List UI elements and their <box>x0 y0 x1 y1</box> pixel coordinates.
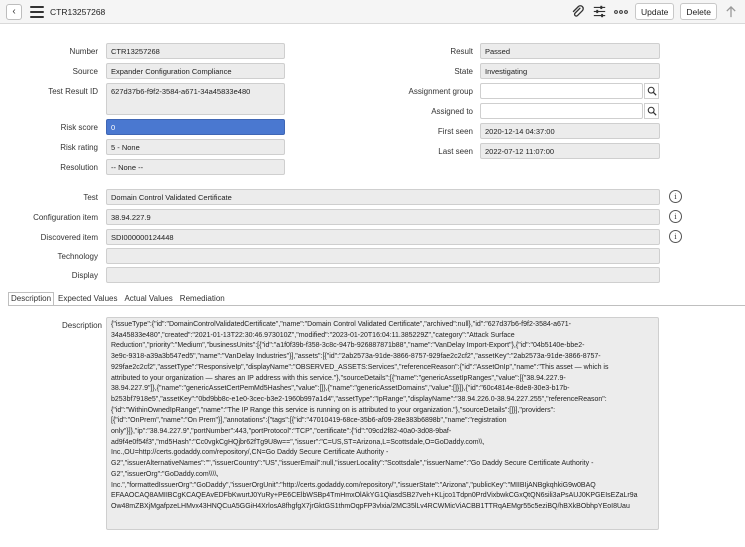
discovered-item-label: Discovered item <box>40 233 98 242</box>
tab-description[interactable]: Description <box>8 292 54 306</box>
search-icon <box>647 86 657 96</box>
settings-sliders-icon[interactable] <box>591 4 607 20</box>
description-line: [{"id":"OnPrem","name":"On Prem"}],"annotations":{"tags":[{"id":"47010419-68ce-35b6-af09-28e383b6898b","name":"registration <box>111 417 507 425</box>
description-line: 38.94.227.9"]},{"name":"genericAssetCertPemMd5Hashes","value":[]},{"name":"genericAssetDomains","value":[]}]},{"id":"60c4814e-8de8-30e3-b17b- <box>111 385 570 393</box>
tab-actual-values[interactable]: Actual Values <box>124 294 173 303</box>
description-line: 34a45833e480","created":"2021-01-13T22:30:46.973010Z","modified":"2023-01-20T16:04:11.385229Z","category":"Attack Surface <box>111 331 515 339</box>
description-line: attributed to your organization — shares an IP address with this service."},"sourceDetails":[{"name":"genericAssetIpRanges","value":[{"38.94.227.9- <box>111 374 566 382</box>
technology-field[interactable] <box>106 248 660 264</box>
info-icon[interactable]: i <box>669 210 682 223</box>
assignment-group-lookup-button[interactable] <box>644 83 659 99</box>
delete-button[interactable]: Delete <box>680 3 717 20</box>
description-field[interactable] <box>106 317 659 530</box>
state-label: State <box>454 67 473 76</box>
result-label: Result <box>450 47 473 56</box>
paperclip-icon[interactable] <box>569 4 585 20</box>
number-label: Number <box>69 47 98 56</box>
description-line: Inc.,OU=http://certs.godaddy.com/repository/,CN=Go Daddy Secure Certificate Authority - <box>111 449 389 457</box>
page-title: CTR13257268 <box>50 6 106 17</box>
description-line: 3e9c-9318-a39a3b547ed5","name":"VanDelay Industries"}],"assets":[{"id":"2ab2573a-91de-3866-8757-929fae2c2cf2","assetKey":"2ab2573a-91de-3866-8757- <box>111 353 601 361</box>
display-label: Display <box>71 271 98 280</box>
risk-score-label: Risk score <box>60 123 98 132</box>
discovered-item-field[interactable]: SDI000000124448 <box>106 229 660 245</box>
source-label: Source <box>72 67 98 76</box>
risk-rating-field[interactable]: 5 - None <box>106 139 285 155</box>
assignment-group-input[interactable] <box>480 83 643 99</box>
assigned-to-label: Assigned to <box>431 107 473 116</box>
description-line: {"issueType":{"id":"DomainControlValidatedCertificate","name":"Domain Control Validated Certificate","archived":null},"id":"627d37b6-f9f2-3584-a671- <box>111 321 571 328</box>
menu-icon[interactable] <box>30 6 44 18</box>
arrow-up-icon[interactable] <box>723 4 739 20</box>
source-field[interactable]: Expander Configuration Compliance <box>106 63 285 79</box>
description-line: 929fae2c2cf2","assetType":"ResponsiveIp","displayName":"OBSERVED_ASSETS:Services","referenceReason":{"id":"AssetOnIp","name":"This asset — which is <box>111 363 609 371</box>
description-line: b253bf7918e5","assetKey":"0bd9bb8c-e1e0-3cec-b3e2-1960b997a1d4","assetType":"IpRange","displayName":"38.94.226.0-38.94.227.255","referenceReason": <box>111 395 607 403</box>
result-field[interactable]: Passed <box>480 43 660 59</box>
display-field[interactable] <box>106 267 660 283</box>
risk-rating-label: Risk rating <box>60 143 98 152</box>
risk-score-field[interactable]: 0 <box>106 119 285 135</box>
first-seen-label: First seen <box>437 127 473 136</box>
chevron-left-icon: ‹ <box>12 5 16 17</box>
resolution-label: Resolution <box>60 163 98 172</box>
tab-divider <box>8 305 745 306</box>
form-header <box>0 0 745 24</box>
test-result-id-label: Test Result ID <box>48 87 98 96</box>
last-seen-label: Last seen <box>438 147 473 156</box>
back-button[interactable] <box>6 4 22 20</box>
tab-bar <box>8 292 229 306</box>
update-button[interactable]: Update <box>635 3 674 20</box>
test-result-id-field[interactable]: 627d37b6-f9f2-3584-a671-34a45833e480 <box>106 83 285 115</box>
tab-remediation[interactable]: Remediation <box>179 294 225 303</box>
description-line: G2","issuerOrg":"GoDaddy.com\\\\, <box>111 470 219 478</box>
description-line: EFAAOCAQ8AMIIBCgKCAQEAvEDFbKwurtJ0YuRy+PE6CElbWSBp4TmHmxOlAkYG1QiasdSB27veh+KLjco1Tdpn0PrdVixbwkCGxQtQN6sili3aPsAUJ0KPGEIsEZaLr9a <box>111 492 638 500</box>
description-line: only"}]},"ip":"38.94.227.9","portNumber":443,"portProtocol":"TCP","certificate":{"id":"09cd2f82-40a0-3d08-9baf- <box>111 428 452 436</box>
first-seen-field[interactable]: 2020-12-14 04:37:00 <box>480 123 660 139</box>
configuration-item-field[interactable]: 38.94.227.9 <box>106 209 660 225</box>
assigned-to-lookup-button[interactable] <box>644 103 659 119</box>
resolution-select[interactable]: -- None -- <box>106 159 285 175</box>
test-field[interactable]: Domain Control Validated Certificate <box>106 189 660 205</box>
description-line: Inc.","formattedIssuerOrg":"GoDaddy","issuerOrgUnit":"http://certs.godaddy.com/repository/","issuerState":"Arizona","publicKey":"MIIBIjANBgkqhkiG9w0BAQ <box>111 481 596 489</box>
description-line: G2","issuerAlternativeNames":"","issuerCountry":"US","issuerEmail":null,"issuerLocality":"Scottsdale","issuerName":"Go Daddy Secure Certificate Authority - <box>111 460 594 468</box>
assigned-to-input[interactable] <box>480 103 643 119</box>
more-options-icon[interactable] <box>613 4 629 20</box>
test-label: Test <box>83 193 98 202</box>
last-seen-field[interactable]: 2022-07-12 11:07:00 <box>480 143 660 159</box>
info-icon[interactable]: i <box>669 190 682 203</box>
assignment-group-label: Assignment group <box>408 87 473 96</box>
configuration-item-label: Configuration item <box>33 213 98 222</box>
description-line: Ow48mZBXjMgafpzeLHMvx43HNQCuA5GGiH4XrlosA8fhgfgX7jrGktGS1thmOqpFP3vlxia/2MC35lLv4RCWMicViACBB1TTRqAEMgr55c5eziBQ/hBXkBObhpYEoI8Uau <box>111 502 630 510</box>
number-field[interactable]: CTR13257268 <box>106 43 285 59</box>
tab-expected-values[interactable]: Expected Values <box>58 294 118 303</box>
description-line: Reduction","priority":"Medium","businessUnits":[{"id":"a1f0f39b-f358-3c8c-947b-926887871b88","name":"VanDelay Import-Export"},{"id":"04b5140e-bbe2- <box>111 342 585 350</box>
technology-label: Technology <box>57 252 98 261</box>
info-icon[interactable]: i <box>669 230 682 243</box>
description-label: Description <box>61 321 102 330</box>
description-line: {"id":"WithinOwnedIpRange","name":"The IP Range this service is running on is attributed to your organization."},"sourceDetails":[]}],"providers": <box>111 406 556 414</box>
state-field[interactable]: Investigating <box>480 63 660 79</box>
search-icon <box>647 106 657 116</box>
description-line: ad9f4e0f54f3","md5Hash":"Cc0vgkCgHQjbr62fTg9U8w==","issuer":"C=US,ST=Arizona,L=Scottsdale,O=GoDaddy.com\\, <box>111 438 485 446</box>
